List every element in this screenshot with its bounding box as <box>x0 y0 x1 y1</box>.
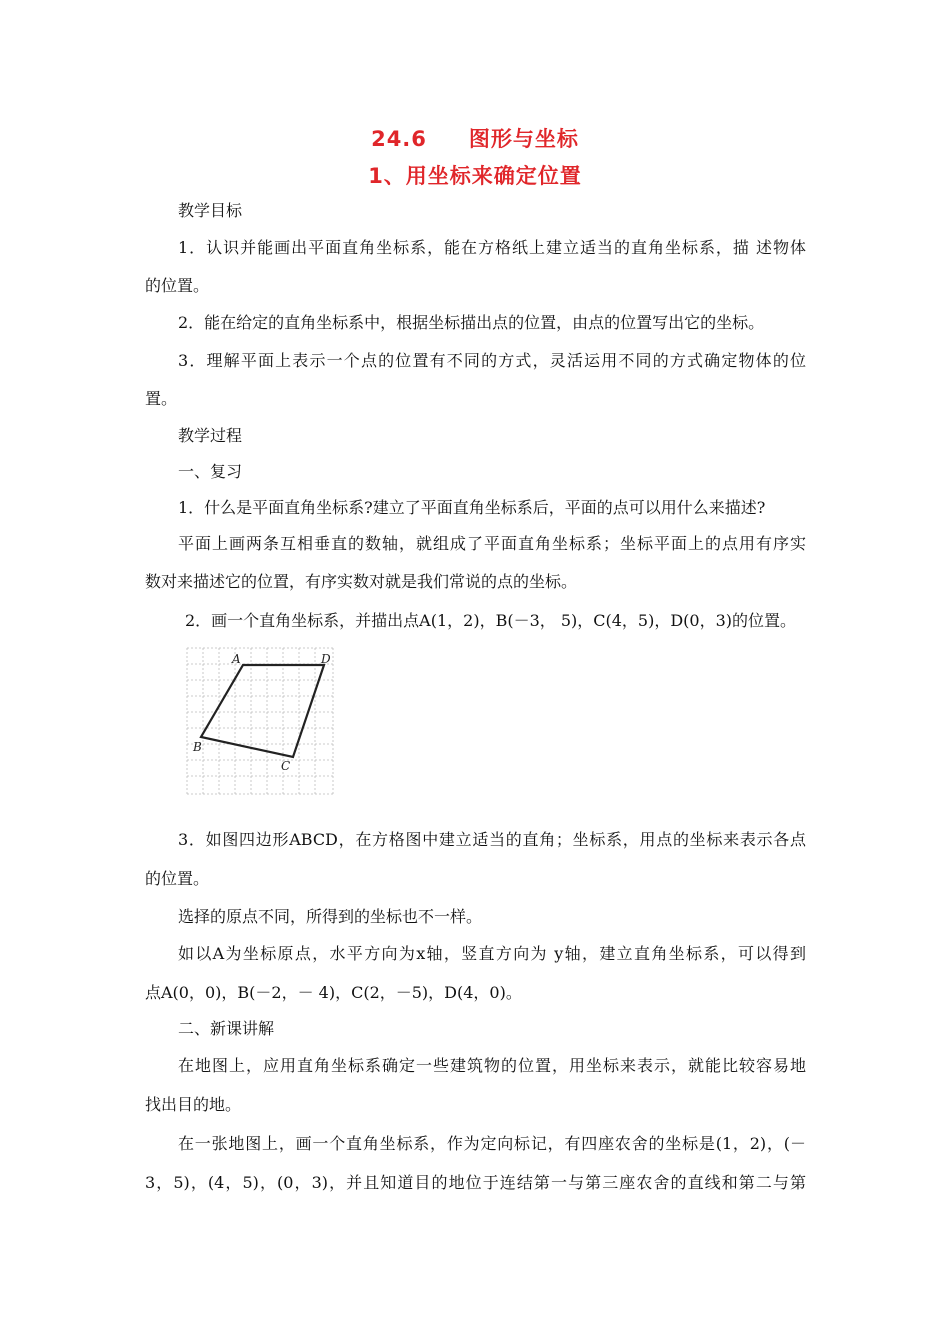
section-number: 24.6 <box>371 127 427 151</box>
quadrilateral-figure <box>185 646 337 796</box>
question-3-line-1: 3．如图四边形ABCD，在方格图中建立适当的直角；坐标系，用点的坐标来表示各点 <box>178 830 806 849</box>
new-lesson-heading: 二、新课讲解 <box>178 1019 275 1038</box>
example-line-1: 如以A为坐标原点，水平方向为x轴，竖直方向为 y轴，建立直角坐标系，可以得到 <box>178 944 806 963</box>
question-3-line-2: 的位置。 <box>145 869 210 888</box>
goal-1-line-2: 的位置。 <box>145 276 210 295</box>
vertex-label-c: C <box>281 759 291 773</box>
lesson-title: 1、用坐标来确定位置 <box>368 164 582 188</box>
goal-1-line-1: 1．认识并能画出平面直角坐标系，能在方格纸上建立适当的直角坐标系，描 述物体 <box>178 238 806 257</box>
review-heading: 一、复习 <box>178 462 243 481</box>
answer-1-line-2: 数对来描述它的位置，有序实数对就是我们常说的点的坐标。 <box>145 572 578 591</box>
vertex-label-d: D <box>321 652 331 666</box>
question-1: 1．什么是平面直角坐标系?建立了平面直角坐标系后，平面的点可以用什么来描述? <box>178 498 766 517</box>
goal-3-line-2: 置。 <box>145 389 178 408</box>
goal-3-line-1: 3．理解平面上表示一个点的位置有不同的方式，灵活运用不同的方式确定物体的位 <box>178 351 806 370</box>
origin-note: 选择的原点不同，所得到的坐标也不一样。 <box>178 907 483 926</box>
new-lesson-p2-line-1: 在一张地图上，画一个直角坐标系，作为定向标记，有四座农舍的坐标是(1，2)，(－ <box>178 1134 806 1153</box>
section-title-text: 图形与坐标 <box>468 127 579 151</box>
goals-heading: 教学目标 <box>178 201 243 220</box>
vertex-label-b: B <box>193 740 202 754</box>
new-lesson-p1-line-1: 在地图上，应用直角坐标系确定一些建筑物的位置，用坐标来表示，就能比较容易地 <box>178 1056 806 1075</box>
goal-2: 2．能在给定的直角坐标系中，根据坐标描出点的位置，由点的位置写出它的坐标。 <box>178 313 765 332</box>
process-heading: 教学过程 <box>178 426 243 445</box>
quadrilateral-abcd <box>201 665 324 757</box>
new-lesson-p1-line-2: 找出目的地。 <box>145 1095 242 1114</box>
section-title <box>0 123 950 153</box>
vertex-label-a: A <box>232 652 241 666</box>
question-2: 2．画一个直角坐标系，并描出点A(1，2)，B(－3， 5)，C(4，5)，D(0，3)的位置。 <box>185 611 797 630</box>
new-lesson-p2-line-2: 3，5)，(4，5)，(0，3)，并且知道目的地位于连结第一与第三座农舍的直线和第二与第 <box>145 1173 806 1192</box>
example-line-2: 点A(0，0)，B(－2，－ 4)，C(2，－5)，D(4，0)。 <box>145 983 522 1002</box>
answer-1-line-1: 平面上画两条互相垂直的数轴，就组成了平面直角坐标系；坐标平面上的点用有序实 <box>178 534 806 553</box>
